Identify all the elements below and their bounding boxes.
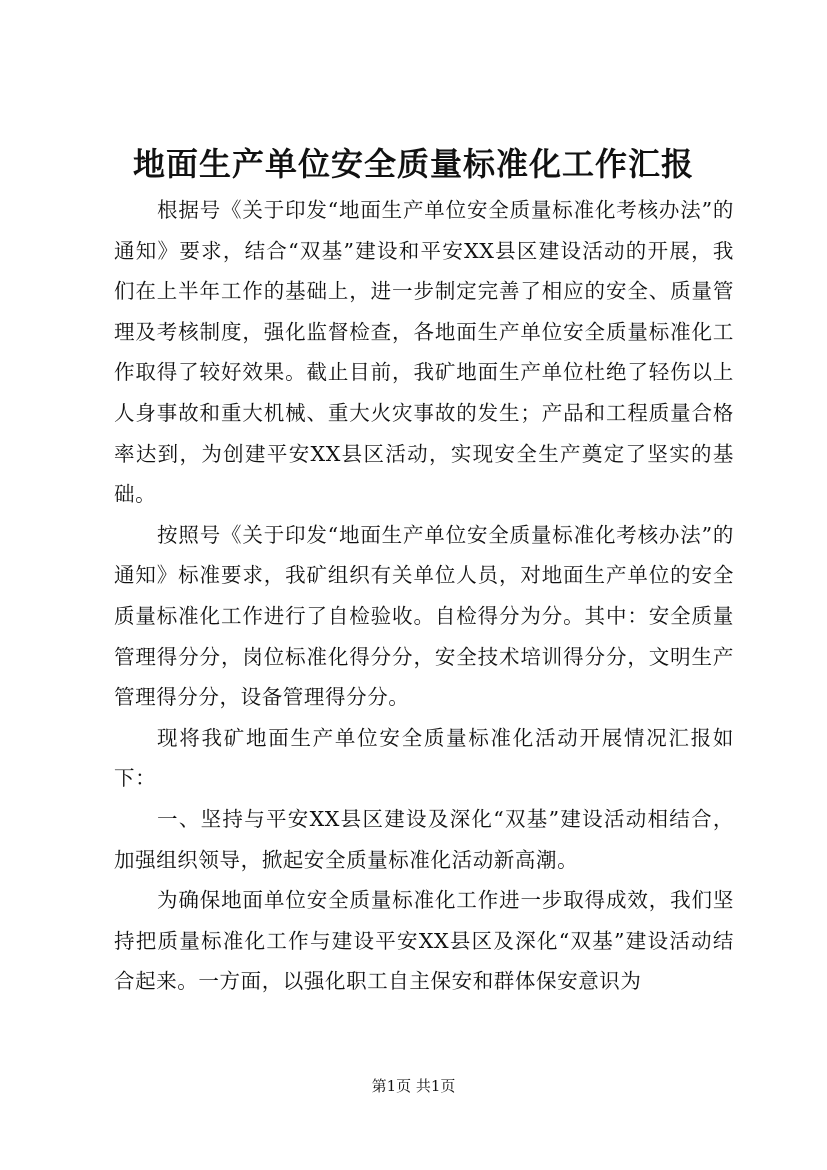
page-footer: 第1页 共1页 bbox=[371, 1077, 456, 1095]
paragraph-4: 一、坚持与平安XX县区建设及深化“双基”建设活动相结合，加强组织领导，掀起安全质量标准化活动新高潮。 bbox=[114, 806, 734, 872]
paragraph-2: 按照号《关于印发“地面生产单位安全质量标准化考核办法”的通知》标准要求，我矿组织有关单位人员，对地面生产单位的安全质量标准化工作进行了自检验收。自检得分为分。其中：安全质量管理得分分，岗位标准化得分分，安全技术培训得分分，文明生产管理得分分，设备管理得分分。 bbox=[114, 522, 734, 710]
paragraph-3: 现将我矿地面生产单位安全质量标准化活动开展情况汇报如下： bbox=[114, 725, 734, 791]
document-title: 地面生产单位安全质量标准化工作汇报 bbox=[132, 145, 694, 183]
paragraph-1: 根据号《关于印发“地面生产单位安全质量标准化考核办法”的通知》要求，结合“双基”建设和平安XX县区建设活动的开展，我们在上半年工作的基础上，进一步制定完善了相应的安全、质量管理及考核制度，强化监督检查，各地面生产单位安全质量标准化工作取得了较好效果。截止目前，我矿地面生产单位杜绝了轻伤以上人身事故和重大机械、重大火灾事故的发生；产品和工程质量合格率达到，为创建平安XX县区活动，实现安全生产奠定了坚实的基础。 bbox=[114, 198, 734, 507]
paragraph-5: 为确保地面单位安全质量标准化工作进一步取得成效，我们坚持把质量标准化工作与建设平安XX县区及深化“双基”建设活动结合起来。一方面，以强化职工自主保安和群体保安意识为 bbox=[114, 888, 734, 994]
document-body bbox=[114, 190, 734, 1002]
